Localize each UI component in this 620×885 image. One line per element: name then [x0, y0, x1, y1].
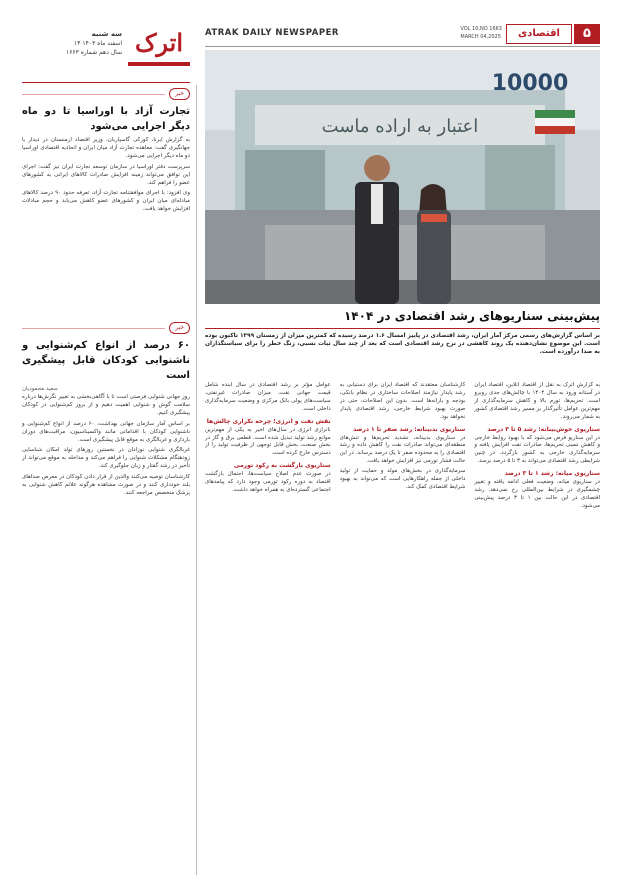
- paper-name: ATRAK DAILY NEWSPAPER: [205, 28, 339, 38]
- photo-number: 10000: [491, 71, 569, 96]
- article-paragraph: در سناریوی بدبینانه، تشدید تحریم‌ها و تنش‌های منطقه‌ای می‌تواند صادرات نفت را کاهش داده و رشد اقتصادی را به محدوده صفر تا یک درصد برساند. در این حالت فشار تورمی نیز افزایش خواهد یافت.: [339, 434, 466, 465]
- date-en: MARCH 04,2025: [460, 34, 501, 40]
- left-story-1: [22, 88, 190, 214]
- story-paragraph: کارشناسان توصیه می‌کنند والدین از قرار دادن کودکان در معرض صداهای بلند خودداری کنند و در صورت مشاهده هرگونه علائم کاهش شنوایی به پزشک متخصص مراجعه کنند.: [22, 474, 190, 496]
- lead-paragraph: بر اساس گزارش‌های رسمی مرکز آمار ایران، رشد اقتصادی در پاییز امسال ۱.۶ درصد رسیده که کمترین میزان از زمستان ۱۳۹۹ تاکنون بوده است. این موضوع نشان‌دهنده یک روند کاهشی در نرخ رشد اقتصادی است که بعد از چند سال ثبات نسبی، زنگ خطر را برای سیاستگذاران به صدا درآورده است.: [205, 333, 600, 356]
- article-subheading: سناریوی میانه: رشد ۱ تا ۳ درصد: [504, 470, 600, 478]
- story-paragraph: روز جهانی شنوایی فرصتی است تا با آگاهی‌بخشی به تغییر نگرش‌ها درباره سلامت گوش و شنوایی اهمیت دهیم و از بروز کم‌شنوایی در کودکان پیشگیری کنیم.: [22, 394, 190, 416]
- story-kicker: [22, 88, 190, 100]
- kicker-tag: خبر: [169, 88, 190, 100]
- story-title[interactable]: تجارت آزاد با اوراسیا تا دو ماه دیگر اجرایی می‌شود: [22, 106, 190, 132]
- byline: سعید محمودیان: [22, 386, 58, 392]
- article-paragraph: ناترازی انرژی در سال‌های اخیر به یکی از مهم‌ترین موانع رشد تولید تبدیل شده است. قطعی برق و گاز در بخش صنعت، بخش قابل توجهی از ظرفیت تولید را از دسترس خارج کرده است.: [204, 426, 331, 457]
- headline-divider: [205, 328, 600, 329]
- main-headline[interactable]: پیش‌بینی سناریوهای رشد اقتصادی در ۱۴۰۴: [343, 309, 600, 323]
- lead-photo[interactable]: [205, 50, 600, 304]
- article-subheading: سناریوی خوش‌بینانه: رشد ۵ تا ۳ درصد: [487, 425, 600, 433]
- logo-underline: [128, 62, 190, 66]
- article-paragraph: در این سناریو فرض می‌شود که با بهبود روابط خارجی و کاهش نسبی تحریم‌ها، صادرات نفت افزایش یافته و سرمایه‌گذاری خارجی به کشور بازگردد. در چنین شرایطی رشد اقتصادی می‌تواند به ۳ تا ۵ درصد برسد.: [474, 434, 600, 465]
- date-fa: ۱۴ اسفند ماه ۱۴۰۳: [74, 40, 122, 47]
- logo-block: [22, 20, 190, 82]
- article-paragraph: کارشناسان معتقدند که اقتصاد ایران برای دستیابی به رشد پایدار نیازمند اصلاحات ساختاری در نظام بانکی، بودجه و یارانه‌ها است. بدون این اصلاحات، حتی در صورت بهبود شرایط خارجی، رشد اقتصادی پایدار نخواهد بود.: [339, 382, 466, 420]
- article-paragraph: به گزارش اترک به نقل از اقتصاد آنلاین، اقتصاد ایران در آستانه ورود به سال ۱۴۰۴ با چالش‌های جدی روبرو است. تحریم‌ها، تورم بالا و کاهش سرمایه‌گذاری از مهم‌ترین عوامل تأثیرگذار بر مسیر رشد اقتصادی کشور به شمار می‌روند.: [474, 382, 600, 420]
- section-label[interactable]: اقتصادی: [506, 24, 572, 44]
- story-title[interactable]: ۶۰ درصد از انواع کم‌شنوایی و ناشنوایی کودکان قابل پیشگیری است: [22, 340, 190, 381]
- article-paragraph: در صورت عدم اصلاح سیاست‌ها، احتمال بازگشت اقتصاد به دوره رکود تورمی وجود دارد که پیامدهای اجتماعی گسترده‌ای به همراه خواهد داشت.: [204, 471, 331, 494]
- story-kicker: [22, 322, 190, 334]
- logo-divider: [22, 82, 190, 83]
- masthead-strip: [205, 24, 600, 44]
- article-paragraph: عوامل مؤثر بر رشد اقتصادی در سال آینده شامل قیمت جهانی نفت، میزان صادرات غیرنفتی، سیاست‌های پولی بانک مرکزی و وضعیت سرمایه‌گذاری داخلی است.: [204, 382, 331, 412]
- article-subheading: سناریوی بدبینانه: رشد صفر تا ۱ درصد: [353, 425, 466, 433]
- issue-line: سال دهم شماره ۱۶۶۳: [65, 49, 122, 56]
- weekday: سه شنبه: [91, 30, 122, 38]
- story-paragraph: به گزارش ایرنا، کورکی گاسپاریان، وزیر اقتصاد ارمنستان در دیدار با جهانگیری گفت: معاهده تجارت آزاد میان ایران و اتحادیه اقتصادی اوراسیا دو ماه دیگر اجرایی می‌شود.: [22, 137, 190, 159]
- article-columns: [205, 382, 600, 880]
- article-subheading: نقش نفت و انرژی؛ چرخه تکراری چالش‌ها: [206, 417, 331, 425]
- issue-info: [22, 30, 122, 57]
- column-divider: [196, 85, 197, 875]
- article-column-3: [205, 382, 331, 880]
- kicker-line: [22, 94, 165, 95]
- volume-info: [460, 25, 502, 41]
- article-paragraph: در سناریوی میانه، وضعیت فعلی ادامه یافته و تغییر چشمگیری در شرایط بین‌المللی رخ نمی‌دهد. رشد اقتصادی در این حالت بین ۱ تا ۳ درصد پیش‌بینی می‌شود.: [474, 479, 600, 509]
- photo-illustration: [205, 50, 600, 304]
- kicker-tag: خبر: [169, 322, 190, 334]
- volume-number: VOL 10,NO 1663: [460, 26, 502, 32]
- article-paragraph: سرمایه‌گذاری در بخش‌های مولد و حمایت از تولید داخلی از جمله راهکارهایی است که می‌تواند به بهبود شرایط اقتصادی کمک کند.: [339, 468, 466, 490]
- page-number: ۵: [574, 24, 600, 44]
- article-subheading: سناریوی بازگشت به رکود تورمی: [233, 462, 331, 470]
- story-paragraph: بر اساس آمار سازمان جهانی بهداشت، ۶۰ درصد از انواع کم‌شنوایی و ناشنوایی کودکان با اقداماتی مانند واکسیناسیون، مراقبت‌های دوران بارداری و غربالگری به موقع قابل پیشگیری است.: [22, 420, 190, 443]
- article-column-1: [474, 382, 600, 880]
- photo-banner-text: اعتبار به اراده ماست: [321, 116, 479, 137]
- kicker-line: [22, 328, 165, 329]
- newspaper-logo: اترک: [134, 28, 184, 57]
- header-divider: [205, 46, 600, 47]
- story-paragraph: وی افزود: با اجرای موافقتنامه تجارت آزاد، تعرفه حدود ۹۰ درصد کالاهای مبادله‌ای میان ایران و کشورهای عضو کاهش می‌یابد و حجم مبادلات افزایش خواهد یافت.: [22, 190, 190, 213]
- left-story-2: [22, 322, 190, 498]
- story-paragraph: غربالگری شنوایی نوزادان در نخستین روزهای تولد امکان شناسایی زودهنگام مشکلات شنوایی را فراهم می‌کند و مداخله به موقع می‌تواند از تأخیر در رشد گفتار و زبان جلوگیری کند.: [22, 447, 190, 470]
- article-column-2: [340, 382, 466, 880]
- story-paragraph: سرپرست دفتر اوراسیا در سازمان توسعه تجارت ایران نیز گفت: اجرای این توافق می‌تواند زمینه افزایش صادرات کالاهای ایرانی به کشورهای عضو را فراهم کند.: [22, 163, 190, 186]
